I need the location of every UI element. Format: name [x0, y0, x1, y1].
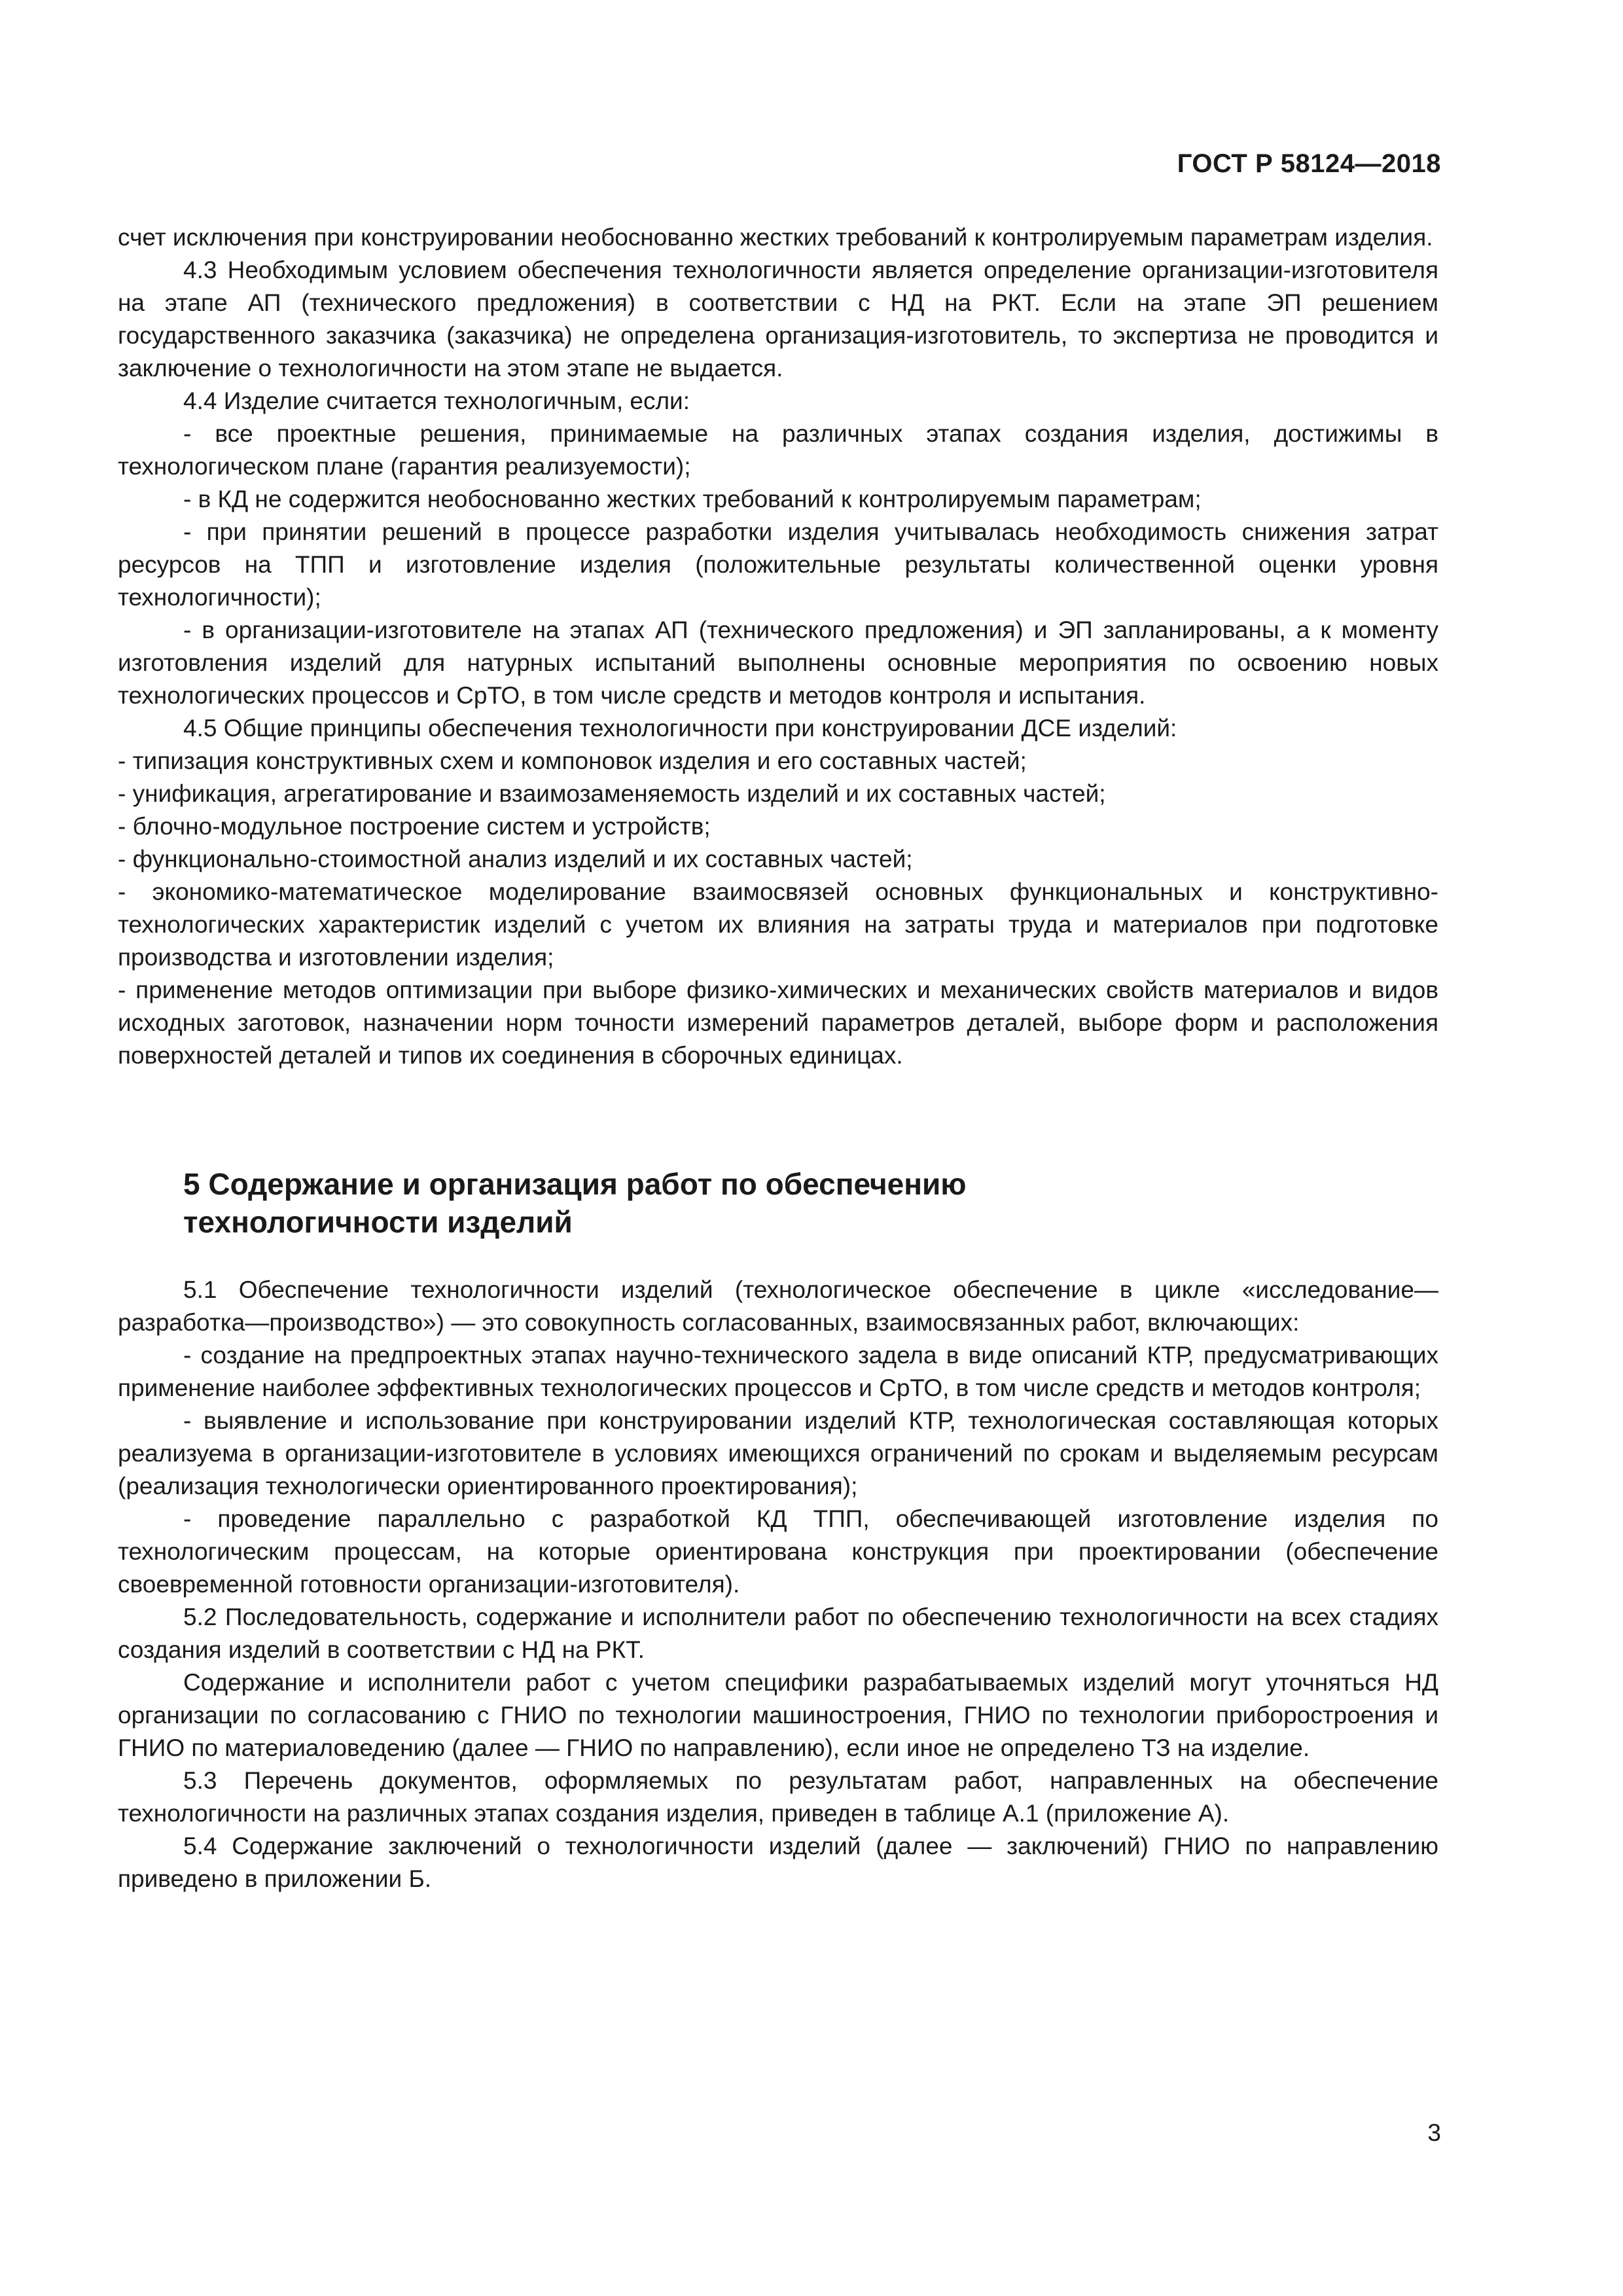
- list-item: - блочно-модульное построение систем и устройств;: [118, 813, 711, 840]
- list-item: - унификация, агрегатирование и взаимозаменяемость изделий и их составных частей;: [118, 780, 1106, 807]
- paragraph-5-4: 5.4 Содержание заключений о технологичности изделий (далее — заключений) ГНИО по направлению приведено в приложении Б.: [118, 1833, 1438, 1892]
- list-item: - проведение параллельно с разработкой КД ТПП, обеспечивающей изготовление изделия по технологическим процессам, на которые ориентирована конструкция при проектировании (обеспечение своевременной готовности организации-изготовителя).: [118, 1505, 1438, 1598]
- list-item: - типизация конструктивных схем и компоновок изделия и его составных частей;: [118, 747, 1027, 774]
- document-header-code: ГОСТ Р 58124—2018: [1177, 149, 1441, 178]
- list-item: - экономико-математическое моделирование взаимосвязей основных функциональных и конструктивно-технологических характеристик изделий с учетом их влияния на затраты труда и материалов при подготовке производства и изготовлении изделия;: [118, 878, 1438, 971]
- page-number: 3: [1427, 2119, 1441, 2146]
- paragraph-5-2-cont: Содержание и исполнители работ с учетом специфики разрабатываемых изделий могут уточняться НД организации по согласованию с ГНИО по технологии машиностроения, ГНИО по технологии приборостроения и ГНИО по материаловедению (далее — ГНИО по направлению), если иное не определено ТЗ на изделие.: [118, 1669, 1438, 1761]
- list-item: - создание на предпроектных этапах научно-технического задела в виде описаний КТР, предусматривающих применение наиболее эффективных технологических процессов и СрТО, в том числе средств и методов контроля;: [118, 1342, 1438, 1401]
- paragraph-4-4: 4.4 Изделие считается технологичным, если:: [183, 387, 690, 414]
- list-item: - все проектные решения, принимаемые на различных этапах создания изделия, достижимы в технологическом плане (гарантия реализуемости);: [118, 420, 1438, 480]
- list-item: - функционально-стоимостной анализ изделий и их составных частей;: [118, 846, 913, 872]
- section-5-title: [183, 1165, 1438, 1241]
- section5-text: [118, 1274, 1438, 1895]
- paragraph-continuation: счет исключения при конструировании необоснованно жестких требований к контролируемым параметрам изделия.: [118, 224, 1433, 251]
- list-item: - при принятии решений в процессе разработки изделия учитывалась необходимость снижения затрат ресурсов на ТПП и изготовление изделия (положительные результаты количественной оценки уровня технологичности);: [118, 518, 1438, 611]
- list-item: - в организации-изготовителе на этапах АП (технического предложения) и ЭП запланированы, а к моменту изготовления изделий для натурных испытаний выполнены основные мероприятия по освоению новых технологических процессов и СрТО, в том числе средств и методов контроля и испытания.: [118, 617, 1438, 709]
- paragraph-5-1: 5.1 Обеспечение технологичности изделий (технологическое обеспечение в цикле «исследование—разработка—производство») — это совокупность согласованных, взаимосвязанных работ, включающих:: [118, 1276, 1438, 1336]
- paragraph-4-5: 4.5 Общие принципы обеспечения технологичности при конструировании ДСЕ изделий:: [183, 715, 1177, 742]
- section-5-title-line1: 5 Содержание и организация работ по обеспечению: [183, 1167, 967, 1201]
- paragraph-5-2: 5.2 Последовательность, содержание и исполнители работ по обеспечению технологичности на всех стадиях создания изделий в соответствии с НД на РКТ.: [118, 1604, 1438, 1663]
- paragraph-4-3: 4.3 Необходимым условием обеспечения технологичности является определение организации-изготовителя на этапе АП (технического предложения) в соответствии с НД на РКТ. Если на этапе ЭП решением государственного заказчика (заказчика) не определена организация-изготовитель, то экспертиза не проводится и заключение о технологичности на этом этапе не выдается.: [118, 257, 1438, 382]
- section4-text: [118, 221, 1438, 1072]
- list-item: - в КД не содержится необоснованно жестких требований к контролируемым параметрам;: [183, 486, 1202, 512]
- section-5-title-line2: технологичности изделий: [183, 1205, 573, 1239]
- page-content: [118, 221, 1438, 1895]
- paragraph-5-3: 5.3 Перечень документов, оформляемых по результатам работ, направленных на обеспечение технологичности на различных этапах создания изделия, приведен в таблице А.1 (приложение А).: [118, 1767, 1438, 1827]
- list-item: - выявление и использование при конструировании изделий КТР, технологическая составляющая которых реализуема в организации-изготовителе в условиях имеющихся ограничений по срокам и выделяемым ресурсам (реализация технологически ориентированного проектирования);: [118, 1407, 1438, 1499]
- list-item: - применение методов оптимизации при выборе физико-химических и механических свойств материалов и видов исходных заготовок, назначении норм точности измерений параметров деталей, выборе форм и расположения поверхностей деталей и типов их соединения в сборочных единицах.: [118, 977, 1438, 1069]
